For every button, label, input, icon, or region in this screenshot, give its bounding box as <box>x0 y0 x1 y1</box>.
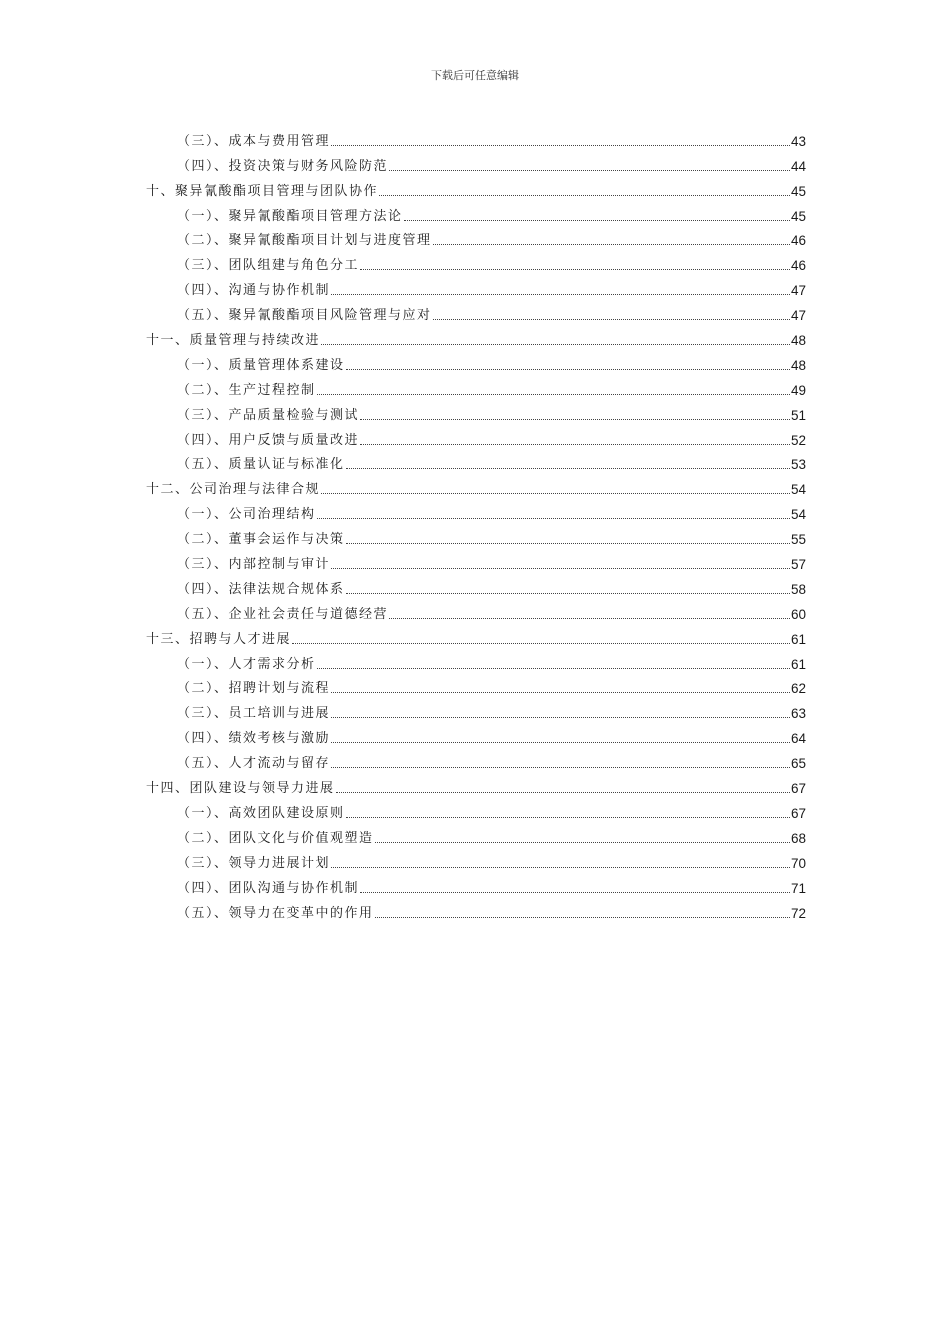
toc-dot-leader <box>336 792 790 793</box>
toc-page-number: 71 <box>790 880 806 896</box>
toc-page-number: 67 <box>790 805 806 821</box>
toc-dot-leader <box>360 269 790 270</box>
toc-section-entry[interactable] <box>146 673 806 698</box>
toc-page-number: 65 <box>790 756 806 772</box>
toc-page-number: 68 <box>790 830 806 846</box>
toc-dot-leader <box>404 220 790 221</box>
toc-entry-title: 十四、团队建设与领导力进展 <box>146 781 335 797</box>
toc-page-number: 49 <box>790 382 806 398</box>
toc-entry-title: （五）、聚异氰酸酯项目风险管理与应对 <box>177 308 432 324</box>
toc-page-number: 57 <box>790 557 806 573</box>
toc-page-number: 46 <box>790 258 806 274</box>
toc-page-number: 47 <box>790 283 806 299</box>
toc-dot-leader <box>346 817 790 818</box>
toc-entry-title: （二）、聚异氰酸酯项目计划与进度管理 <box>177 233 432 249</box>
toc-page-number: 61 <box>790 656 806 672</box>
toc-page-number: 54 <box>790 507 806 523</box>
toc-section-entry[interactable] <box>146 747 806 772</box>
toc-section-entry[interactable] <box>146 822 806 847</box>
toc-dot-leader <box>360 419 790 420</box>
toc-dot-leader <box>331 568 790 569</box>
toc-entry-title: （三）、成本与费用管理 <box>177 133 331 149</box>
toc-page-number: 70 <box>790 855 806 871</box>
toc-page-number: 46 <box>790 233 806 249</box>
toc-section-entry[interactable] <box>146 797 806 822</box>
toc-section-entry[interactable] <box>146 274 806 299</box>
toc-dot-leader <box>317 518 790 519</box>
toc-entry-title: （二）、团队文化与价值观塑造 <box>177 830 374 846</box>
toc-chapter-entry[interactable] <box>146 623 806 648</box>
toc-entry-title: （四）、投资决策与财务风险防范 <box>177 158 389 174</box>
toc-section-entry[interactable] <box>146 548 806 573</box>
toc-dot-leader <box>375 917 790 918</box>
toc-entry-title: （一）、聚异氰酸酯项目管理方法论 <box>177 208 403 224</box>
toc-page-number: 45 <box>790 208 806 224</box>
toc-dot-leader <box>321 493 790 494</box>
toc-section-entry[interactable] <box>146 424 806 449</box>
toc-entry-title: 十二、公司治理与法律合规 <box>146 482 321 498</box>
toc-dot-leader <box>292 643 790 644</box>
toc-section-entry[interactable] <box>146 697 806 722</box>
toc-page-number: 53 <box>790 457 806 473</box>
toc-entry-title: （三）、领导力进展计划 <box>177 855 331 871</box>
toc-entry-title: （四）、沟通与协作机制 <box>177 283 331 299</box>
toc-chapter-entry[interactable] <box>146 324 806 349</box>
toc-dot-leader <box>331 867 790 868</box>
toc-dot-leader <box>331 717 790 718</box>
toc-page-number: 43 <box>790 133 806 149</box>
toc-dot-leader <box>331 145 790 146</box>
toc-dot-leader <box>360 892 790 893</box>
toc-entry-title: （五）、领导力在变革中的作用 <box>177 905 374 921</box>
toc-section-entry[interactable] <box>146 598 806 623</box>
toc-section-entry[interactable] <box>146 374 806 399</box>
toc-section-entry[interactable] <box>146 399 806 424</box>
toc-page-number: 48 <box>790 333 806 349</box>
toc-entry-title: （五）、人才流动与留存 <box>177 756 331 772</box>
toc-page-number: 63 <box>790 706 806 722</box>
toc-dot-leader <box>360 444 790 445</box>
toc-entry-title: 十三、招聘与人才进展 <box>146 631 292 647</box>
toc-section-entry[interactable] <box>146 648 806 673</box>
toc-entry-title: 十一、质量管理与持续改进 <box>146 333 321 349</box>
toc-entry-title: （一）、质量管理体系建设 <box>177 357 345 373</box>
toc-page-number: 60 <box>790 606 806 622</box>
toc-dot-leader <box>433 244 790 245</box>
toc-section-entry[interactable] <box>146 573 806 598</box>
toc-dot-leader <box>346 468 790 469</box>
toc-entry-title: （五）、企业社会责任与道德经营 <box>177 606 389 622</box>
toc-page-number: 51 <box>790 407 806 423</box>
toc-chapter-entry[interactable] <box>146 772 806 797</box>
toc-page-number: 45 <box>790 183 806 199</box>
toc-entry-title: （四）、绩效考核与激励 <box>177 731 331 747</box>
toc-dot-leader <box>331 767 790 768</box>
toc-dot-leader <box>346 593 790 594</box>
toc-section-entry[interactable] <box>146 722 806 747</box>
toc-chapter-entry[interactable] <box>146 473 806 498</box>
toc-dot-leader <box>346 543 790 544</box>
toc-section-entry[interactable] <box>146 897 806 922</box>
toc-section-entry[interactable] <box>146 125 806 150</box>
toc-page-number: 62 <box>790 681 806 697</box>
toc-section-entry[interactable] <box>146 847 806 872</box>
table-of-contents <box>146 125 806 922</box>
toc-page-number: 54 <box>790 482 806 498</box>
toc-page-number: 58 <box>790 581 806 597</box>
toc-entry-title: （四）、法律法规合规体系 <box>177 581 345 597</box>
toc-page-number: 64 <box>790 731 806 747</box>
toc-section-entry[interactable] <box>146 150 806 175</box>
toc-dot-leader <box>317 668 790 669</box>
toc-dot-leader <box>317 394 790 395</box>
toc-section-entry[interactable] <box>146 225 806 250</box>
toc-entry-title: （一）、公司治理结构 <box>177 507 316 523</box>
toc-page-number: 44 <box>790 158 806 174</box>
toc-entry-title: （三）、员工培训与进展 <box>177 706 331 722</box>
toc-entry-title: 十、聚异氰酸酯项目管理与团队协作 <box>146 183 379 199</box>
toc-page-number: 72 <box>790 905 806 921</box>
toc-dot-leader <box>379 195 790 196</box>
toc-dot-leader <box>433 319 790 320</box>
toc-section-entry[interactable] <box>146 523 806 548</box>
toc-entry-title: （三）、内部控制与审计 <box>177 557 331 573</box>
toc-dot-leader <box>389 170 790 171</box>
toc-dot-leader <box>389 618 790 619</box>
toc-entry-title: （三）、团队组建与角色分工 <box>177 258 360 274</box>
toc-entry-title: （三）、产品质量检验与测试 <box>177 407 360 423</box>
toc-dot-leader <box>331 742 790 743</box>
toc-section-entry[interactable] <box>146 249 806 274</box>
toc-entry-title: （二）、董事会运作与决策 <box>177 532 345 548</box>
toc-dot-leader <box>331 294 790 295</box>
toc-section-entry[interactable] <box>146 872 806 897</box>
toc-entry-title: （一）、人才需求分析 <box>177 656 316 672</box>
toc-entry-title: （四）、团队沟通与协作机制 <box>177 880 360 896</box>
toc-chapter-entry[interactable] <box>146 175 806 200</box>
toc-dot-leader <box>375 842 790 843</box>
toc-section-entry[interactable] <box>146 449 806 474</box>
toc-entry-title: （四）、用户反馈与质量改进 <box>177 432 360 448</box>
toc-dot-leader <box>321 344 790 345</box>
toc-page-number: 61 <box>790 631 806 647</box>
page-header: 下载后可任意编辑 <box>431 69 519 82</box>
toc-dot-leader <box>346 369 790 370</box>
toc-entry-title: （五）、质量认证与标准化 <box>177 457 345 473</box>
toc-page-number: 55 <box>790 532 806 548</box>
toc-section-entry[interactable] <box>146 349 806 374</box>
toc-page-number: 48 <box>790 357 806 373</box>
toc-entry-title: （二）、生产过程控制 <box>177 382 316 398</box>
toc-section-entry[interactable] <box>146 299 806 324</box>
toc-page-number: 67 <box>790 781 806 797</box>
toc-page-number: 47 <box>790 308 806 324</box>
toc-page-number: 52 <box>790 432 806 448</box>
toc-section-entry[interactable] <box>146 498 806 523</box>
toc-entry-title: （二）、招聘计划与流程 <box>177 681 331 697</box>
toc-section-entry[interactable] <box>146 200 806 225</box>
toc-dot-leader <box>331 692 790 693</box>
toc-entry-title: （一）、高效团队建设原则 <box>177 805 345 821</box>
